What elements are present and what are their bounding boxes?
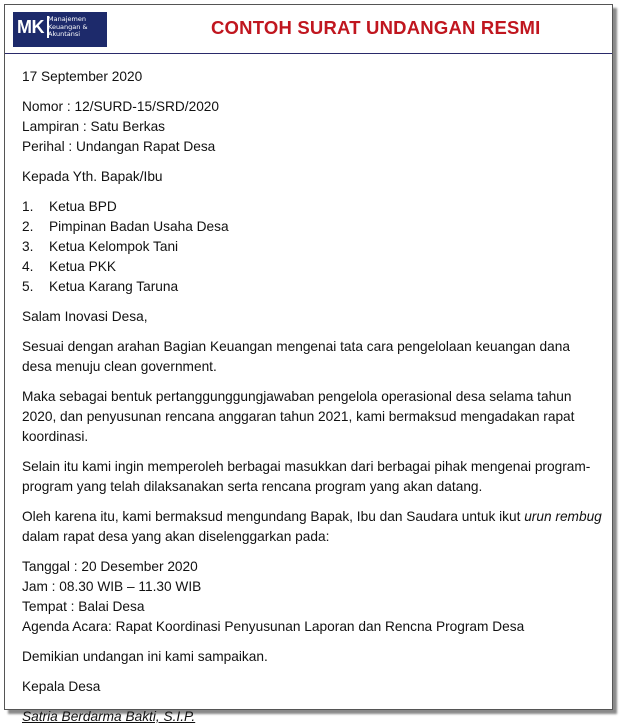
event-place: Tempat : Balai Desa — [22, 599, 145, 614]
list-item: 5. Ketua Karang Taruna — [22, 279, 179, 294]
logo-line: Keuangan & — [48, 22, 88, 31]
greeting: Salam Inovasi Desa, — [22, 309, 148, 324]
logo-text — [48, 16, 88, 39]
page-title: CONTOH SURAT UNDANGAN RESMI — [211, 17, 541, 38]
letter-header — [5, 5, 612, 54]
paragraph-4: Oleh karena itu, kami bermaksud mengundang Bapak, Ibu dan Saudara untuk ikut urun rembug dalam rapat desa yang akan diselenggarkan pada: — [22, 509, 602, 544]
signer-position: Kepala Desa — [22, 679, 101, 694]
letter-attachment: Lampiran : Satu Berkas — [22, 119, 166, 134]
recipient-list — [22, 197, 602, 297]
company-logo — [13, 12, 107, 47]
list-item: 3. Ketua Kelompok Tani — [22, 239, 179, 254]
event-date: Tanggal : 20 Desember 2020 — [22, 559, 198, 574]
paragraph-3: Selain itu kami ingin memperoleh berbagai masukkan dari berbagai pihak mengenai program-program yang telah dilaksanakan serta rencana program yang akan datang. — [22, 459, 591, 494]
logo-line: Manajemen — [48, 15, 86, 23]
letter-date: 17 September 2020 — [22, 69, 143, 84]
letter-subject: Perihal : Undangan Rapat Desa — [22, 139, 216, 154]
paragraph-1: Sesuai dengan arahan Bagian Keuangan mengenai tata cara pengelolaan keuangan dana desa menuju clean government. — [22, 339, 570, 374]
logo-mark: MK — [17, 16, 49, 38]
paragraph-2: Maka sebagai bentuk pertanggunggungjawaban pengelola operasional desa selama tahun 2020, dan penyusunan rencana anggaran tahun 2021, kami bermaksud mengadakan rapat koordinasi. — [22, 389, 575, 444]
letter-addressee: Kepada Yth. Bapak/Ibu — [22, 169, 163, 184]
list-item: 2. Pimpinan Badan Usaha Desa — [22, 219, 229, 234]
letter-frame — [4, 4, 613, 724]
event-agenda: Agenda Acara: Rapat Koordinasi Penyusunan Laporan dan Rencna Program Desa — [22, 619, 525, 634]
list-item: 4. Ketua PKK — [22, 259, 116, 274]
logo-line: Akuntansi — [48, 30, 81, 38]
letter-body — [22, 67, 602, 727]
closing-line: Demikian undangan ini kami sampaikan. — [22, 649, 268, 664]
signer-name: Satria Berdarma Bakti, S.I.P. — [22, 709, 196, 724]
letter-number: Nomor : 12/SURD-15/SRD/2020 — [22, 99, 220, 114]
event-time: Jam : 08.30 WIB – 11.30 WIB — [22, 579, 202, 594]
list-item: 1. Ketua BPD — [22, 199, 117, 214]
